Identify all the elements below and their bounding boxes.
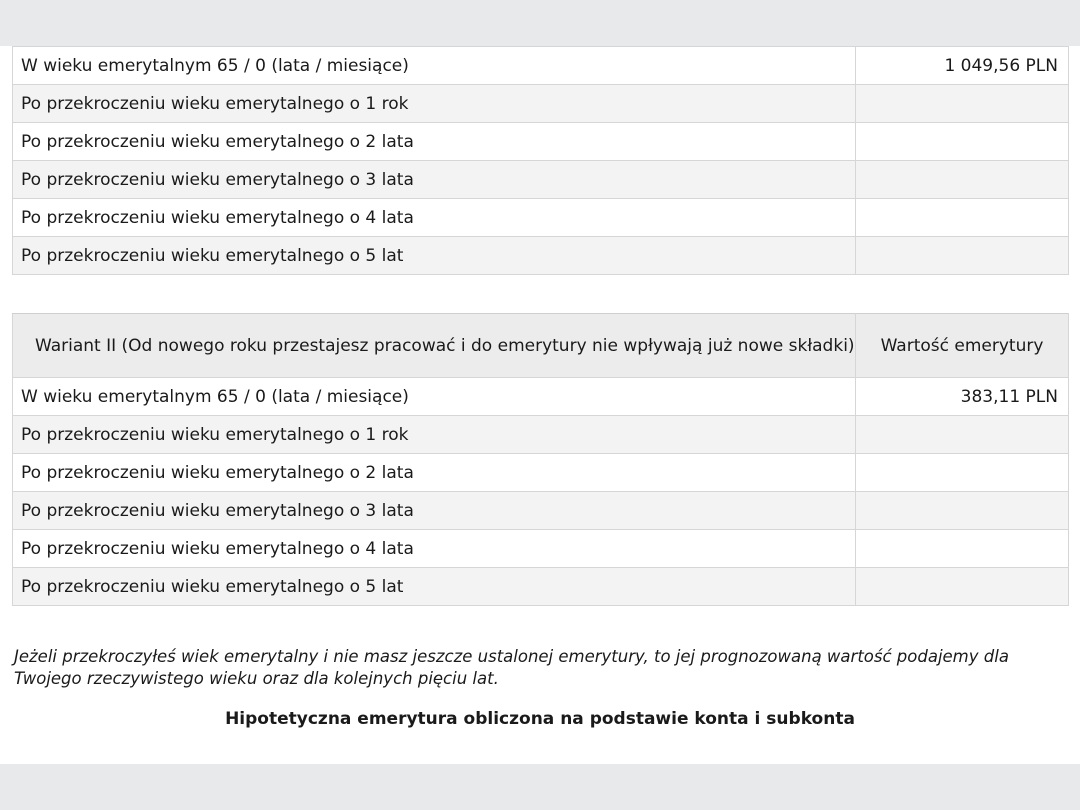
- row-value: [856, 454, 1069, 492]
- table-row: [13, 492, 1069, 530]
- table-row: [13, 47, 1069, 85]
- table-header-row: [13, 314, 1069, 378]
- table-row: [13, 199, 1069, 237]
- row-value: [856, 161, 1069, 199]
- table-row: [13, 85, 1069, 123]
- table-row: [13, 123, 1069, 161]
- row-label: Po przekroczeniu wieku emerytalnego o 3 lata: [13, 161, 856, 199]
- row-label: Po przekroczeniu wieku emerytalnego o 5 lat: [13, 568, 856, 606]
- table-row: [13, 161, 1069, 199]
- document-page: [0, 46, 1080, 764]
- table-row: [13, 530, 1069, 568]
- row-value: 383,11 PLN: [856, 378, 1069, 416]
- row-value: [856, 530, 1069, 568]
- row-value: [856, 237, 1069, 275]
- table-row: [13, 237, 1069, 275]
- row-label: Po przekroczeniu wieku emerytalnego o 4 lata: [13, 199, 856, 237]
- explanatory-note: Jeżeli przekroczyłeś wiek emerytalny i nie masz jeszcze ustalonej emerytury, to jej prognozowaną wartość podajemy dla Twojego rzeczywistego wieku oraz dla kolejnych pięciu lat.: [14, 647, 1009, 688]
- section-title: Hipotetyczna emerytura obliczona na podstawie konta i subkonta: [225, 709, 855, 729]
- row-label: Po przekroczeniu wieku emerytalnego o 1 rok: [13, 85, 856, 123]
- table-row: [13, 568, 1069, 606]
- row-value: 1 049,56 PLN: [856, 47, 1069, 85]
- table-row: [13, 416, 1069, 454]
- variant-header: Wariant II (Od nowego roku przestajesz pracować i do emerytury nie wpływają już nowe składki): [13, 314, 856, 378]
- row-label: Po przekroczeniu wieku emerytalnego o 3 lata: [13, 492, 856, 530]
- table-row: [13, 378, 1069, 416]
- row-label: W wieku emerytalnym 65 / 0 (lata / miesiące): [13, 47, 856, 85]
- row-value: [856, 568, 1069, 606]
- row-value: [856, 123, 1069, 161]
- row-value: [856, 85, 1069, 123]
- row-value: [856, 492, 1069, 530]
- pension-table-variant-2: [12, 313, 1069, 606]
- row-label: Po przekroczeniu wieku emerytalnego o 4 lata: [13, 530, 856, 568]
- row-label: Po przekroczeniu wieku emerytalnego o 2 lata: [13, 454, 856, 492]
- row-label: Po przekroczeniu wieku emerytalnego o 5 lat: [13, 237, 856, 275]
- row-value: [856, 416, 1069, 454]
- row-label: W wieku emerytalnym 65 / 0 (lata / miesiące): [13, 378, 856, 416]
- table-row: [13, 454, 1069, 492]
- row-label: Po przekroczeniu wieku emerytalnego o 2 lata: [13, 123, 856, 161]
- value-header: Wartość emerytury: [856, 314, 1069, 378]
- row-value: [856, 199, 1069, 237]
- row-label: Po przekroczeniu wieku emerytalnego o 1 rok: [13, 416, 856, 454]
- pension-table-variant-1: [12, 46, 1069, 275]
